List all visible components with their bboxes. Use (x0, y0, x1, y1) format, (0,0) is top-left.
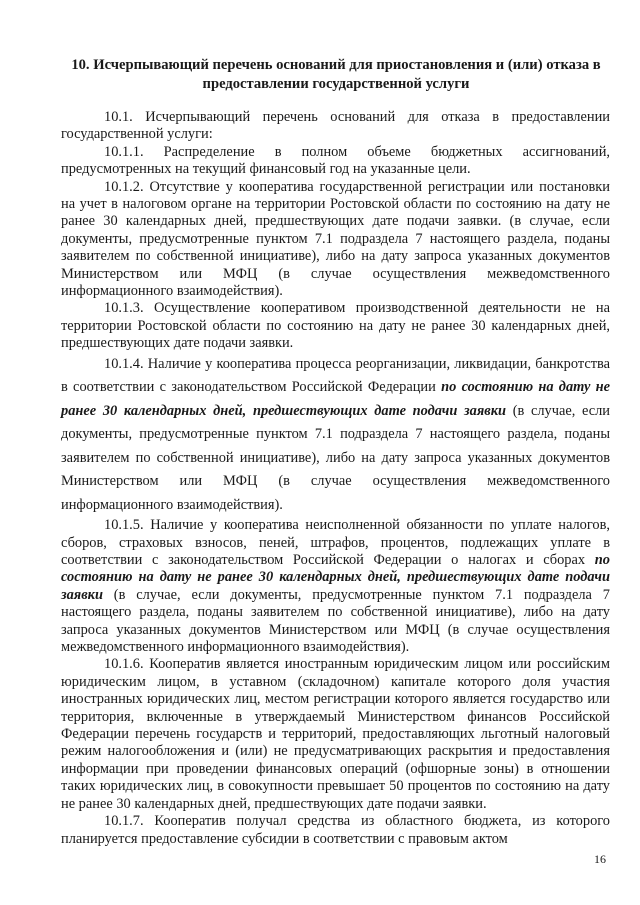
paragraph-10-1-5 (61, 517, 610, 656)
paragraph-10-1-3: 10.1.3. Осуществление кооперативом производственной деятельности не на территории Ростовской области по состоянию на дату не ранее 30 календарных дней, предшествующих дате подачи заявки. (61, 300, 610, 352)
paragraph-10-1-4 (61, 353, 610, 518)
document-body (61, 109, 610, 848)
paragraph-10-1: 10.1. Исчерпывающий перечень оснований для отказа в предоставлении государственной услуги: (61, 109, 610, 143)
paragraph-10-1-5-end: (в случае, если документы, предусмотренные пунктом 7.1 подраздела 7 настоящего раздела, поданы заявителем по собственной инициативе), либо на дату запроса указанных документов Министерством или МФЦ (в случае осуществления межведомственного информационного взаимодействия). (61, 586, 610, 656)
section-title: 10. Исчерпывающий перечень оснований для приостановления и (или) отказа в предоставлении государственной услуги (71, 57, 601, 92)
paragraph-10-1-1: 10.1.1. Распределение в полном объеме бюджетных ассигнований, предусмотренных на текущий финансовый год на указанные цели. (61, 143, 610, 178)
paragraph-10-1-6: 10.1.6. Кооператив является иностранным юридическим лицом или российским юридическим лицом, в уставном (складочном) капитале которого доля участия иностранных юридических лиц, местом регистрации которого является государство или территория, включенные в утверждаемый Министерством финансов Российской Федерации перечень государств и территорий, предоставляющих льготный налоговый режим налогообложения и (или) не предусматривающих раскрытия и предоставления информации при проведении финансовых операций (офшорные зоны) в отношении таких юридических лиц, в совокупности превышает 50 процентов по состоянию на дату не ранее 30 календарных дней, предшествующих дате подачи заявки. (61, 656, 610, 812)
paragraph-10-1-2: 10.1.2. Отсутствие у кооператива государственной регистрации или постановки на учет в налоговом органе на территории Ростовской области по состоянию на дату не ранее 30 календарных дней, предшествующих дате подачи заявки. (в случае, если документы, предусмотренные пунктом 7.1 подраздела 7 настоящего раздела, поданы заявителем по собственной инициативе), либо на дату запроса указанных документов Министерством или МФЦ (в случае осуществления межведомственного информационного взаимодействия). (61, 178, 610, 300)
paragraph-10-1-5-start: 10.1.5. Наличие у кооператива неисполненной обязанности по уплате налогов, сборов, страховых взносов, пеней, штрафов, процентов, подлежащих уплате в соответствии с законодательством Российской Федерации о налогах и сборах (61, 517, 610, 568)
page-number: 16 (594, 852, 606, 866)
paragraph-10-1-4-end: (в случае, если документы, предусмотренные пунктом 7.1 подраздела 7 настоящего раздела, поданы заявителем по собственной инициативе), либо на дату запроса указанных документов Министерством или МФЦ (в случае осуществления межведомственного информационного взаимодействия). (61, 402, 611, 513)
paragraph-10-1-5-emphasis: по состоянию на дату не ранее 30 календарных дней, предшествующих дате подачи заявки (61, 552, 610, 603)
paragraph-10-1-4-start: 10.1.4. Наличие у кооператива процесса реорганизации, ликвидации, банкротства в соответствии с законодательством Российской Федерации (61, 355, 610, 396)
paragraph-10-1-7: 10.1.7. Кооператив получал средства из областного бюджета, из которого планируется предоставление субсидии в соответствии с правовым актом (61, 813, 610, 847)
paragraph-10-1-4-emphasis: по состоянию на дату не ранее 30 календарных дней, предшествующих дате подачи заявки (61, 379, 610, 419)
